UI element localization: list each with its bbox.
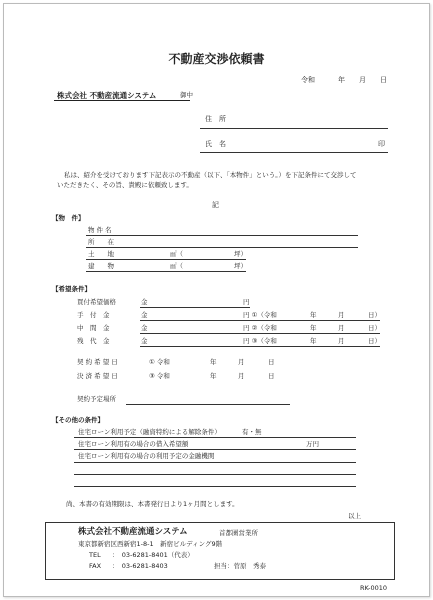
footer-tel: ： 03-6281-8401（代表） bbox=[112, 551, 194, 559]
property-location-line bbox=[86, 247, 358, 248]
settlement-date-year: 年 bbox=[210, 372, 217, 380]
date-year: 年 bbox=[338, 76, 345, 84]
payment-interim-day: 日） bbox=[368, 324, 381, 332]
payment-deposit-label: 手 付 金 bbox=[77, 311, 110, 319]
other-heading: 【その他の条件】 bbox=[52, 416, 104, 424]
payment-deposit-month: 月 bbox=[338, 311, 345, 319]
payment-interim-date: 円 ②（令和 bbox=[243, 324, 277, 332]
property-building-label: 建 物 bbox=[88, 262, 114, 270]
document-page bbox=[3, 3, 430, 597]
ijo-label: 以上 bbox=[348, 512, 361, 520]
contract-place-label: 契約予定場所 bbox=[77, 395, 116, 403]
price-prefix: 金 bbox=[141, 298, 148, 306]
property-building-unit: ㎡（ bbox=[170, 262, 183, 270]
sender-box bbox=[45, 522, 395, 580]
payment-balance-label: 残 代 金 bbox=[77, 337, 110, 345]
price-label: 買付希望価格 bbox=[77, 298, 116, 306]
other-row-2-value: 万円 bbox=[306, 440, 319, 448]
contract-date-value: ① 令和 bbox=[149, 358, 170, 366]
date-month: 月 bbox=[359, 76, 366, 84]
other-row-3-line bbox=[74, 462, 356, 463]
ki-label: 記 bbox=[212, 201, 219, 209]
contract-date-label: 契 約 希 望 日 bbox=[77, 358, 118, 366]
property-name-line bbox=[86, 235, 358, 236]
document-title: 不動産交渉依頼書 bbox=[168, 52, 265, 66]
payment-balance-month: 月 bbox=[338, 337, 345, 345]
footer-company: 株式会社不動産流通システム bbox=[78, 527, 188, 537]
property-land-tsubo: 坪） bbox=[234, 250, 247, 258]
price-suffix: 円 bbox=[243, 298, 250, 306]
other-blank-line-1 bbox=[74, 474, 356, 475]
payment-deposit-day: 日） bbox=[368, 311, 381, 319]
other-row-2-text: 住宅ローン利用有の場合の借入希望額 bbox=[78, 440, 189, 448]
other-row-1-value: 有・無 bbox=[242, 428, 262, 436]
settlement-date-value: ③ 令和 bbox=[149, 372, 170, 380]
date-day: 日 bbox=[380, 76, 387, 84]
payment-balance-date: 円 ③（令和 bbox=[243, 337, 277, 345]
other-row-1-line bbox=[74, 437, 356, 438]
other-row-1-text: 住宅ローン利用予定（融資特約による解除条件） bbox=[78, 428, 221, 436]
payment-deposit-line bbox=[140, 320, 380, 321]
other-blank-line-2 bbox=[74, 486, 356, 487]
settlement-date-day: 日 bbox=[268, 372, 275, 380]
client-name-line bbox=[200, 152, 388, 153]
client-address-label: 住 所 bbox=[205, 115, 226, 123]
other-row-2-line bbox=[74, 449, 356, 450]
footer-fax: ： 03-6281-8403 bbox=[112, 562, 168, 570]
property-building-line bbox=[86, 271, 246, 272]
client-name-label: 氏 名 bbox=[205, 140, 226, 148]
addressee-company: 株式会社 不動産流通システム bbox=[57, 91, 157, 100]
property-heading: 【物 件】 bbox=[52, 214, 85, 222]
property-land-label: 土 地 bbox=[88, 250, 114, 258]
date-era: 令和 bbox=[301, 76, 315, 84]
property-location-label: 所 在 bbox=[88, 238, 114, 246]
client-address-line bbox=[200, 128, 388, 129]
contract-date-year: 年 bbox=[210, 358, 217, 366]
settlement-date-label: 決 済 希 望 日 bbox=[77, 372, 118, 380]
payment-balance-day: 日） bbox=[368, 337, 381, 345]
payment-balance-year: 年 bbox=[310, 337, 317, 345]
payment-deposit-date: 円 ①（令和 bbox=[243, 311, 277, 319]
property-land-line bbox=[86, 259, 246, 260]
addressee-underline bbox=[54, 100, 190, 101]
property-building-tsubo: 坪） bbox=[234, 262, 247, 270]
payment-deposit-year: 年 bbox=[310, 311, 317, 319]
validity-note: 尚、本書の有効期限は、本書発行日より1ヶ月間とします。 bbox=[66, 500, 239, 508]
payment-balance-line bbox=[140, 346, 380, 347]
property-land-unit: ㎡（ bbox=[170, 250, 183, 258]
conditions-heading: 【希望条件】 bbox=[52, 285, 91, 293]
payment-deposit-prefix: 金 bbox=[141, 311, 148, 319]
contract-date-day: 日 bbox=[268, 358, 275, 366]
payment-interim-month: 月 bbox=[338, 324, 345, 332]
payment-interim-label: 中 間 金 bbox=[77, 324, 110, 332]
intro-line-1: 私は、紹介を受けております下記表示の不動産（以下、「本物件」という。）を下記条件にて交渉して bbox=[64, 171, 357, 179]
settlement-date-month: 月 bbox=[238, 372, 245, 380]
payment-interim-prefix: 金 bbox=[141, 324, 148, 332]
addressee-suffix: 御中 bbox=[180, 91, 193, 99]
seal-mark: 印 bbox=[378, 140, 385, 148]
payment-interim-year: 年 bbox=[310, 324, 317, 332]
payment-balance-prefix: 金 bbox=[141, 337, 148, 345]
payment-interim-line bbox=[140, 333, 380, 334]
price-line bbox=[140, 307, 250, 308]
footer-fax-label: FAX bbox=[89, 562, 102, 570]
footer-address: 東京都新宿区西新宿1-8-1 新宿ビルディング9階 bbox=[78, 540, 223, 548]
footer-staff: 担当：菅原 秀泰 bbox=[214, 562, 266, 570]
property-name-label: 物 件 名 bbox=[88, 226, 112, 234]
footer-tel-label: TEL bbox=[89, 551, 101, 559]
intro-line-2: いただきたく、その旨、貴殿に依頼致します。 bbox=[57, 181, 193, 189]
other-row-3-text: 住宅ローン利用有の場合の利用予定の金融機関 bbox=[78, 452, 215, 460]
contract-place-line bbox=[126, 404, 290, 405]
contract-date-month: 月 bbox=[238, 358, 245, 366]
footer-branch: 首都圏営業所 bbox=[219, 529, 258, 537]
document-code: RK-0010 bbox=[360, 584, 387, 592]
